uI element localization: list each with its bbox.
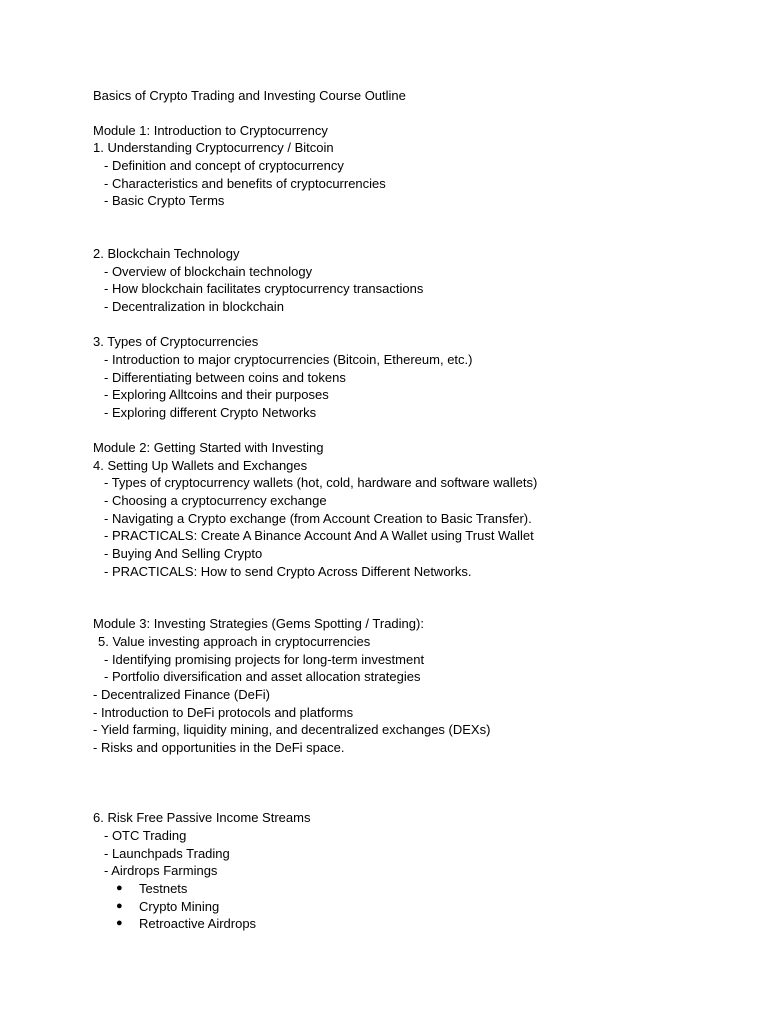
section-5-item: - Identifying promising projects for long-term investment: [104, 652, 425, 667]
section-3-item: - Exploring Alltcoins and their purposes: [104, 387, 329, 402]
section-2-item: - Overview of blockchain technology: [104, 264, 313, 279]
section-1-item: - Characteristics and benefits of cryptocurrencies: [104, 176, 386, 191]
defi-item: - Yield farming, liquidity mining, and decentralized exchanges (DEXs): [93, 722, 491, 737]
defi-item: - Introduction to DeFi protocols and platforms: [93, 705, 354, 720]
section-4-title: 4. Setting Up Wallets and Exchanges: [93, 458, 308, 473]
section-5-title: 5. Value investing approach in cryptocurrencies: [98, 634, 371, 649]
airdrop-subitem: Testnets: [139, 881, 188, 896]
section-2-title: 2. Blockchain Technology: [93, 246, 240, 261]
defi-item: - Decentralized Finance (DeFi): [93, 687, 271, 702]
section-6-title: 6. Risk Free Passive Income Streams: [93, 810, 311, 825]
bullet-icon: ●: [116, 900, 123, 912]
section-6-item: - OTC Trading: [104, 828, 187, 843]
section-2-item: - How blockchain facilitates cryptocurrency transactions: [104, 281, 424, 296]
section-4-item: - Types of cryptocurrency wallets (hot, cold, hardware and software wallets): [104, 475, 538, 490]
module-1-heading: Module 1: Introduction to Cryptocurrency: [93, 123, 328, 138]
section-6-item: - Launchpads Trading: [104, 846, 230, 861]
bullet-icon: ●: [116, 917, 123, 929]
section-1-item: - Definition and concept of cryptocurrency: [104, 158, 344, 173]
section-4-item: - Navigating a Crypto exchange (from Account Creation to Basic Transfer).: [104, 511, 532, 526]
airdrop-subitem: Retroactive Airdrops: [139, 916, 257, 931]
defi-item: - Risks and opportunities in the DeFi space.: [93, 740, 345, 755]
section-4-item: - PRACTICALS: Create A Binance Account And A Wallet using Trust Wallet: [104, 528, 534, 543]
section-5-item: - Portfolio diversification and asset allocation strategies: [104, 669, 421, 684]
section-4-item: - PRACTICALS: How to send Crypto Across Different Networks.: [104, 564, 472, 579]
section-4-item: - Choosing a cryptocurrency exchange: [104, 493, 327, 508]
airdrop-subitem: Crypto Mining: [139, 899, 220, 914]
section-3-title: 3. Types of Cryptocurrencies: [93, 334, 259, 349]
section-3-item: - Exploring different Crypto Networks: [104, 405, 317, 420]
bullet-icon: ●: [116, 882, 123, 894]
section-4-item: - Buying And Selling Crypto: [104, 546, 263, 561]
section-3-item: - Introduction to major cryptocurrencies (Bitcoin, Ethereum, etc.): [104, 352, 473, 367]
section-1-item: - Basic Crypto Terms: [104, 193, 225, 208]
section-2-item: - Decentralization in blockchain: [104, 299, 284, 314]
section-1-title: 1. Understanding Cryptocurrency / Bitcoin: [93, 140, 334, 155]
section-3-item: - Differentiating between coins and tokens: [104, 370, 346, 385]
document-title: Basics of Crypto Trading and Investing Course Outline: [93, 88, 406, 103]
module-3-heading: Module 3: Investing Strategies (Gems Spotting / Trading):: [93, 616, 424, 631]
section-6-item: - Airdrops Farmings: [104, 863, 218, 878]
module-2-heading: Module 2: Getting Started with Investing: [93, 440, 324, 455]
